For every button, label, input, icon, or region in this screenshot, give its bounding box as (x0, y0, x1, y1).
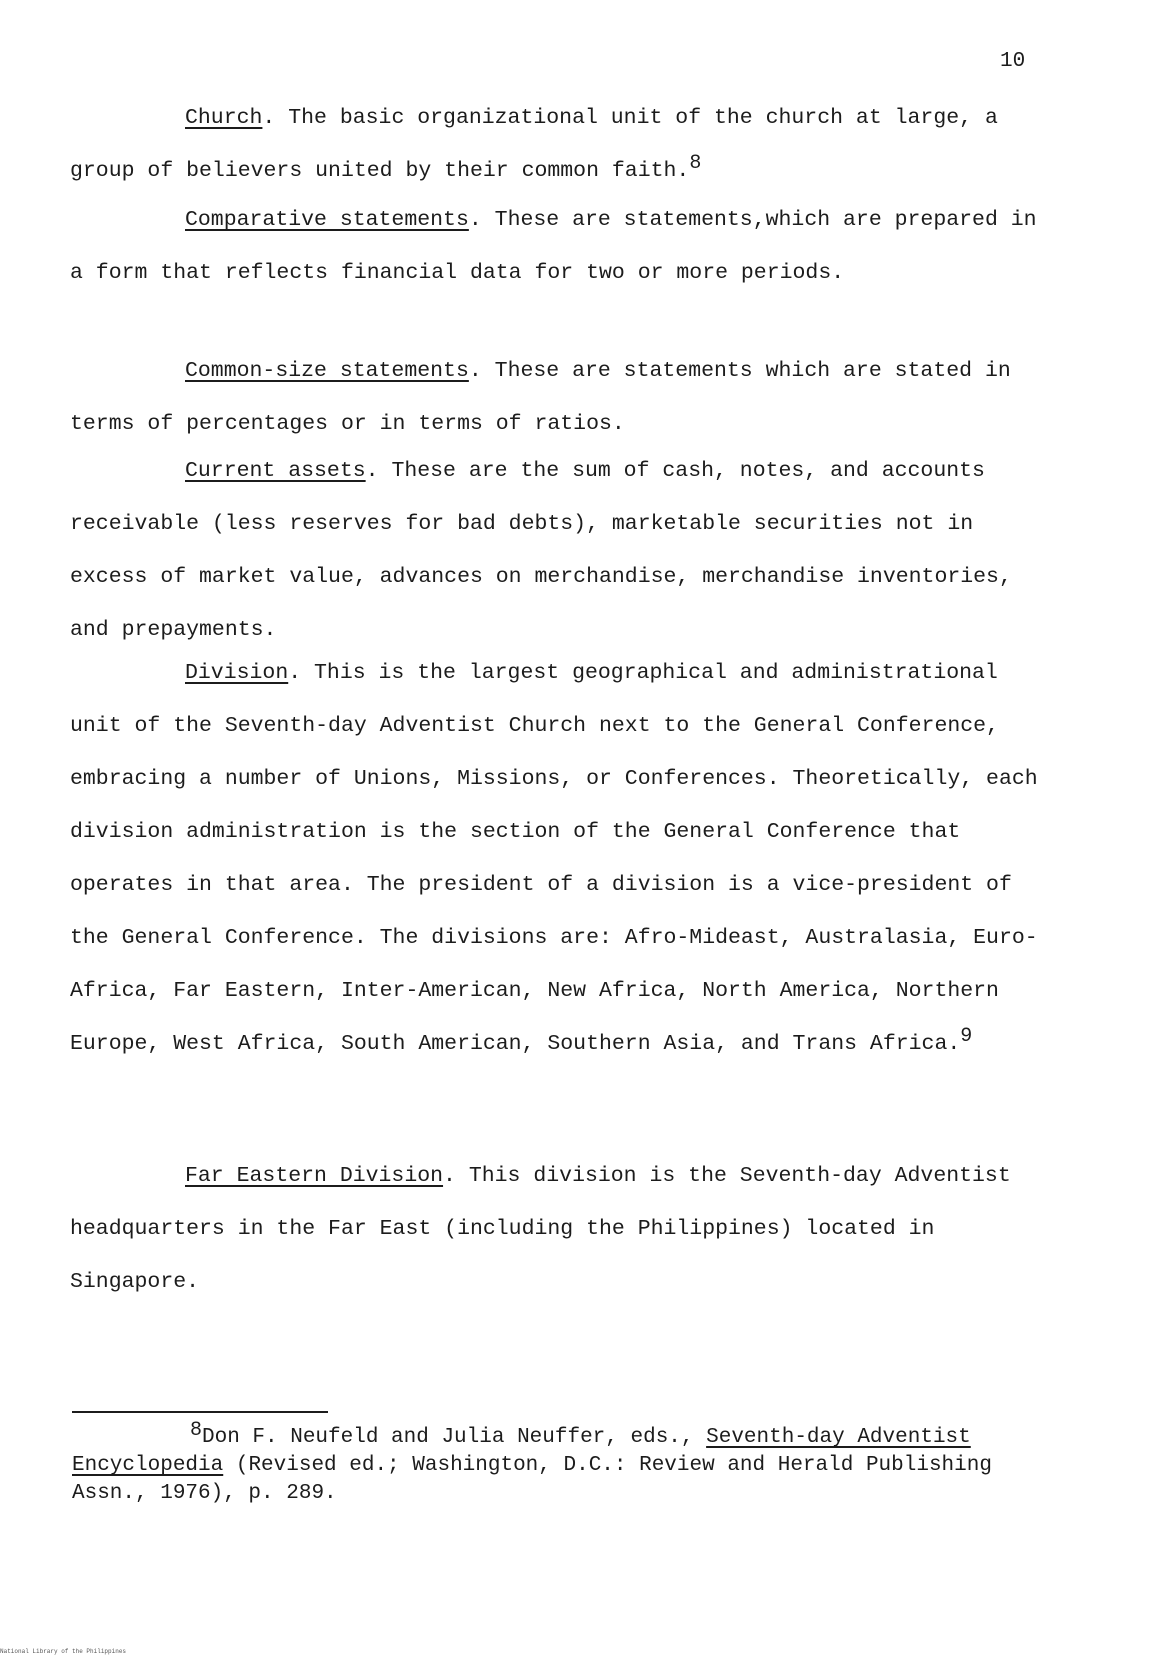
definition-church (70, 92, 1040, 198)
page-number: 10 (1000, 50, 1026, 73)
definition-common-size-statements (70, 345, 1040, 451)
definition-text: . The basic organizational unit of the church at large, a group of believers united by their common faith. (70, 106, 998, 183)
term-comparative-statements: Comparative statements (185, 208, 469, 232)
term-far-eastern-division: Far Eastern Division (185, 1164, 444, 1188)
definition-comparative-statements (70, 194, 1040, 300)
term-division: Division (185, 661, 289, 685)
definition-text: . These are the sum of cash, notes, and accounts receivable (less reserves for bad debts), marketable securities not in excess of market value, advances on merchandise, merchandise inventories, and prepayments. (70, 459, 1012, 642)
term-current-assets: Current assets (185, 459, 366, 483)
definition-text: . These are statements,which are prepared in a form that reflects financial data for two or more periods. (70, 208, 1037, 285)
definition-text: . This is the largest geographical and administrational unit of the Seventh-day Adventist Church next to the General Conference, embracing a number of Unions, Missions, or Conferences. Theoretically, each division administration is the section of the General Conference that operates in that area. The president of a division is a vice-president of the General Conference. The divisions are: Afro-Mideast, Australasia, Euro-Africa, Far Eastern, Inter-American, New Africa, North America, Northern Europe, West Africa, South American, Southern Asia, and Trans Africa. (70, 661, 1038, 1056)
footnote-title: Seventh-day Adventist Encyclopedia (72, 1426, 971, 1477)
term-common-size-statements: Common-size statements (185, 359, 469, 383)
footnote-reference: 9 (960, 1025, 973, 1048)
term-church: Church (185, 106, 263, 130)
definition-current-assets (70, 445, 1040, 657)
definition-division (70, 647, 1040, 1071)
definition-text: . These are statements which are stated in terms of percentages or in terms of ratios. (70, 359, 1011, 436)
scan-label: National Library of the Philippines (0, 1648, 127, 1655)
definition-far-eastern-division (70, 1150, 1040, 1309)
footnote-mark: 8 (190, 1419, 203, 1442)
footnote-text-before: Don F. Neufeld and Julia Neuffer, eds., (202, 1426, 707, 1449)
footnote-separator (72, 1411, 328, 1413)
footnote (72, 1419, 1042, 1508)
footnote-reference: 8 (689, 152, 702, 175)
footnote-text-after: (Revised ed.; Washington, D.C.: Review and Herald Publishing Assn., 1976), p. 289. (72, 1454, 992, 1505)
definition-text: . This division is the Seventh-day Adventist headquarters in the Far East (including the Philippines) located in Singapore. (70, 1164, 1011, 1294)
